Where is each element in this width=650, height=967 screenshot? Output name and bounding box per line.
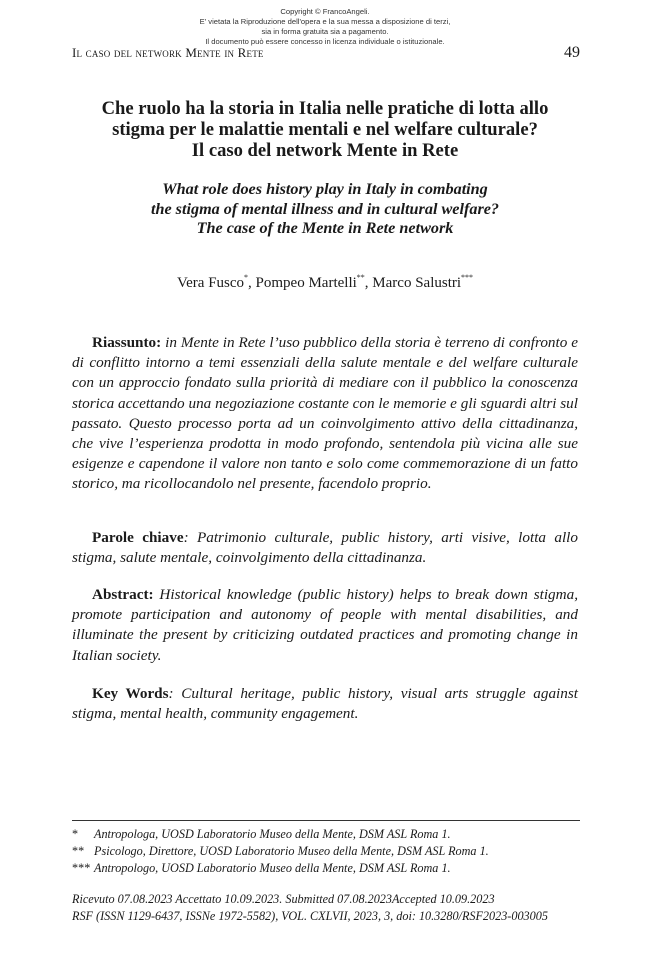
footnote-item (72, 826, 580, 843)
english-title-line: What role does history play in Italy in combating (162, 180, 488, 198)
key-words-text: : Cultural heritage, public history, visual arts struggle against stigma, mental health, community engagement. (72, 685, 578, 723)
abstract-text: Historical knowledge (public history) helps to break down stigma, promote participation and autonomy of people with mental disabilities, and illuminate the present by criticizing outdated practices and promoting change in Italian society. (72, 586, 578, 664)
english-title-line: the stigma of mental illness and in cultural welfare? (150, 199, 500, 218)
footnote-mark: ** (72, 844, 85, 858)
author-footnote-mark: * (244, 273, 249, 282)
abstract-label: Abstract: (92, 586, 154, 603)
english-title-line: The case of the Mente in Rete network (196, 219, 454, 237)
footnote-item (72, 843, 580, 860)
author-list (0, 275, 650, 292)
footnote-mark: * (72, 827, 79, 841)
citation-line: RSF (ISSN 1129-6437, ISSNe 1972-5582), VOL. CXLVII, 2023, 3, doi: 10.3280/RSF2023-003005 (72, 909, 548, 923)
author-footnote-mark: *** (461, 273, 474, 282)
received-line: Ricevuto 07.08.2023 Accettato 10.09.2023. Submitted 07.08.2023Accepted 10.09.2023 (72, 892, 495, 906)
parole-chiave-label: Parole chiave (92, 529, 184, 546)
copyright-line: Copyright © FrancoAngeli. (280, 7, 370, 16)
copyright-line: sia in forma gratuita sia a pagamento. (261, 27, 389, 36)
parole-chiave-paragraph (72, 528, 578, 568)
footnote-text: Antropologa, UOSD Laboratorio Museo della Mente, DSM ASL Roma 1. (94, 827, 451, 841)
abstract-paragraph (72, 585, 578, 666)
author-name: Vera Fusco (176, 275, 245, 291)
running-header (72, 44, 580, 62)
copyright-line: E' vietata la Riproduzione dell'opera e la sua messa a disposizione di terzi, (199, 17, 451, 26)
footnote-mark: *** (72, 861, 91, 875)
author-name: Pompeo Martelli (255, 275, 357, 291)
title-line: Che ruolo ha la storia in Italia nelle pratiche di lotta allo (101, 98, 549, 119)
english-title (62, 180, 588, 239)
publication-info (72, 891, 580, 925)
copyright-line: Il documento può essere concesso in licenza individuale o istituzionale. (205, 37, 445, 46)
author-separator: , (248, 275, 256, 291)
copyright-notice (0, 7, 650, 47)
page-number: 49 (564, 44, 580, 61)
key-words-paragraph (72, 684, 578, 724)
title-line: stigma per le malattie mentali e nel welfare culturale? (112, 119, 538, 140)
riassunto-text: in Mente in Rete l’uso pubblico della storia è terreno di confronto e di conflitto intorno a temi essenziali della salute mentale e del welfare culturale con un approccio fondato sulla priorità di mediare con il pubblico la conoscenza storica accettando una negoziazione costante con le memorie e gli sguardi altri sul passato. Questo processo porta ad un coinvolgimento attivo della cittadinanza, che vive l’esperienza prodotta in modo profondo, sentendola più vicina alle sue esigenze e capendone il valore non tanto e solo come commemorazione di un fatto storico, ma ricollocandolo nel presente, facendolo proprio. (72, 334, 579, 493)
footnote-text: Antropologo, UOSD Laboratorio Museo della Mente, DSM ASL Roma 1. (94, 861, 451, 875)
author-footnote-mark: ** (356, 273, 365, 282)
riassunto-label: Riassunto: (92, 334, 162, 351)
riassunto-paragraph (72, 333, 578, 495)
article-title (62, 98, 588, 161)
footnote-divider (72, 820, 580, 821)
parole-chiave-text: : Patrimonio culturale, public history, arti visive, lotta allo stigma, salute mentale, coinvolgimento della cittadinanza. (72, 529, 578, 567)
footnotes (72, 826, 580, 877)
footnote-item (72, 860, 580, 877)
author-name: Marco Salustri (372, 275, 462, 291)
title-line: Il caso del network Mente in Rete (191, 140, 459, 161)
running-title: Il caso del network Mente in Rete (72, 45, 264, 60)
footnote-text: Psicologo, Direttore, UOSD Laboratorio Museo della Mente, DSM ASL Roma 1. (94, 844, 489, 858)
key-words-label: Key Words (92, 685, 169, 702)
author-separator: , (364, 275, 373, 291)
